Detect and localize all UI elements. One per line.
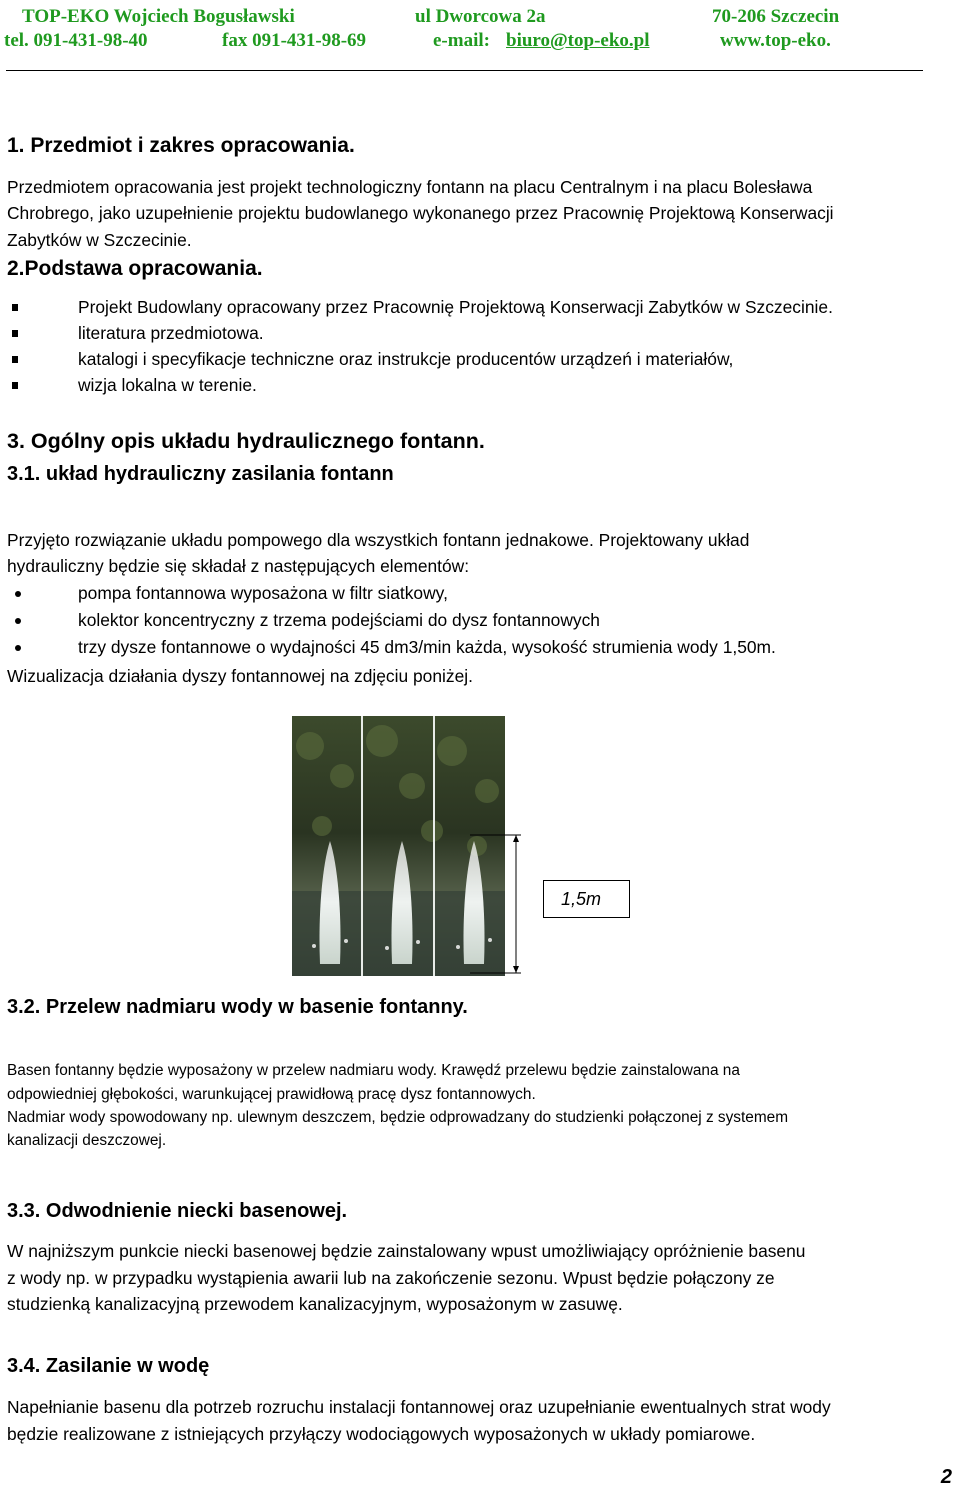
company-email-label: e-mail: xyxy=(433,30,490,51)
section-3-2-line-2: odpowiedniej głębokości, warunkującej prawidłową pracę dysz fontannowych. xyxy=(7,1086,536,1103)
section-3-2-line-4: kanalizacji deszczowej. xyxy=(7,1132,167,1149)
section-1-line-1: Przedmiotem opracowania jest projekt technologiczny fontann na placu Centralnym i na placu Bolesława xyxy=(7,177,813,197)
round-bullet-icon xyxy=(15,591,21,597)
square-bullet-icon xyxy=(12,382,18,389)
header-divider xyxy=(6,70,923,71)
section-3-2-line-3: Nadmiar wody spowodowany np. ulewnym deszczem, będzie odprowadzany do studzienki połączonej z systemem xyxy=(7,1109,789,1126)
section-3-2-title: 3.2. Przelew nadmiaru wody w basenie fontanny. xyxy=(7,996,468,1018)
round-bullet-icon xyxy=(15,645,21,651)
company-street: ul Dworcowa 2a xyxy=(415,6,546,27)
round-bullet-icon xyxy=(15,618,21,624)
section-3-4-line-2: będzie realizowane z istniejących przyłączy wodociągowych wyposażonych w układy pomiarowe. xyxy=(7,1424,756,1444)
section-1-title: 1. Przedmiot i zakres opracowania. xyxy=(7,134,355,157)
section-3-title: 3. Ogólny opis układu hydraulicznego fontann. xyxy=(7,429,485,453)
section-3-3-title: 3.3. Odwodnienie niecki basenowej. xyxy=(7,1200,348,1222)
square-bullet-icon xyxy=(12,356,18,363)
square-bullet-icon xyxy=(12,330,18,337)
company-tel: tel. 091-431-98-40 xyxy=(4,30,148,51)
company-www: www.top-eko. xyxy=(720,30,831,51)
component-item-2: kolektor koncentryczny z trzema podejściami do dysz fontannowych xyxy=(78,610,600,630)
section-3-1-intro-1: Przyjęto rozwiązanie układu pompowego dla wszystkich fontann jednakowe. Projektowany układ xyxy=(7,530,750,550)
height-label-box: 1,5m xyxy=(543,880,630,918)
section-3-3-line-2: z wody np. w przypadku wystąpienia awarii lub na zakończenie sezonu. Wpust będzie połączony ze xyxy=(7,1268,775,1288)
component-item-1: pompa fontannowa wyposażona w filtr siatkowy, xyxy=(78,583,448,603)
section-3-4-title: 3.4. Zasilanie w wodę xyxy=(7,1355,210,1377)
section-3-1-title: 3.1. układ hydrauliczny zasilania fontann xyxy=(7,463,394,485)
section-1-line-2: Chrobrego, jako uzupełnienie projektu budowlanego wykonanego przez Pracownię Projektową Konserwacji xyxy=(7,203,834,223)
square-bullet-icon xyxy=(12,304,18,311)
section-2-item-1: Projekt Budowlany opracowany przez Pracownię Projektową Konserwacji Zabytków w Szczecinie. xyxy=(78,297,833,317)
section-3-2-line-1: Basen fontanny będzie wyposażony w przelew nadmiaru wody. Krawędź przelewu będzie zainstalowana na xyxy=(7,1062,740,1079)
company-email-link[interactable]: biuro@top-eko.pl xyxy=(506,30,650,51)
section-3-3-line-1: W najniższym punkcie niecki basenowej będzie zainstalowany wpust umożliwiający opróżnienie basenu xyxy=(7,1241,806,1261)
section-3-3-line-3: studzienką kanalizacyjną przewodem kanalizacyjnym, wyposażonym w zasuwę. xyxy=(7,1294,623,1314)
section-2-title: 2.Podstawa opracowania. xyxy=(7,257,263,280)
section-2-item-3: katalogi i specyfikacje techniczne oraz instrukcje producentów urządzeń i materiałów, xyxy=(78,349,734,369)
company-name: TOP-EKO Wojciech Bogusławski xyxy=(22,6,295,27)
company-city: 70-206 Szczecin xyxy=(712,6,840,27)
component-item-3: trzy dysze fontannowe o wydajności 45 dm3/min każda, wysokość strumienia wody 1,50m. xyxy=(78,637,776,657)
height-dimension-marker xyxy=(470,826,550,976)
visualization-caption: Wizualizacja działania dyszy fontannowej na zdjęciu poniżej. xyxy=(7,666,473,686)
section-3-4-line-1: Napełnianie basenu dla potrzeb rozruchu instalacji fontannowej oraz uzupełnianie ewentualnych strat wody xyxy=(7,1397,831,1417)
page-number: 2 xyxy=(940,1466,952,1488)
section-2-item-2: literatura przedmiotowa. xyxy=(78,323,264,343)
section-3-1-intro-2: hydrauliczny będzie się składał z następujących elementów: xyxy=(7,556,470,576)
company-fax: fax 091-431-98-69 xyxy=(222,30,367,51)
section-1-line-3: Zabytków w Szczecinie. xyxy=(7,230,192,250)
section-2-item-4: wizja lokalna w terenie. xyxy=(78,375,257,395)
